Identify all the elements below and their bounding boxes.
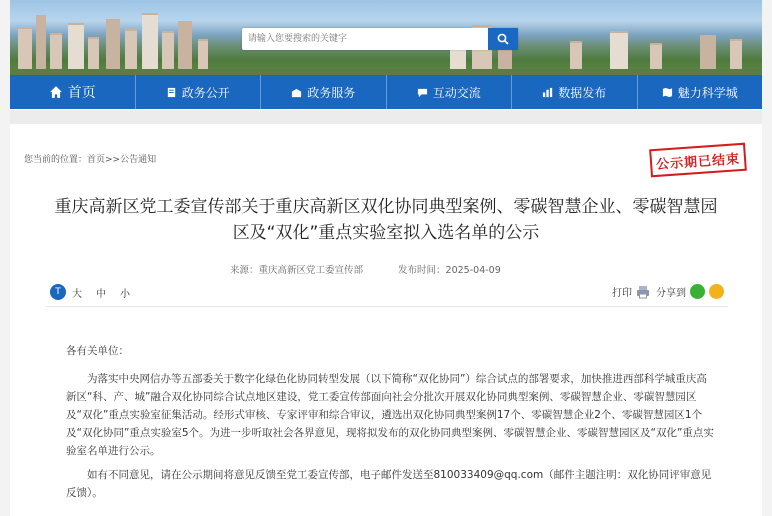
- breadcrumb: 您当前的位置：首页>>公告通知: [24, 155, 157, 165]
- article-paragraph-2: 如有不同意见，请在公示期间将意见反馈至党工委宣传部，电子邮件发送至810033409@qq.com（邮件主题注明：双化协同评审意见反馈）。: [66, 469, 712, 499]
- font-size-small[interactable]: 小: [120, 288, 130, 300]
- article-toolbar: [46, 282, 728, 307]
- nav-item-gov-affairs[interactable]: [136, 75, 262, 109]
- share-controls: [612, 284, 724, 299]
- nav-item-data-release[interactable]: [512, 75, 638, 109]
- search-input[interactable]: [242, 29, 488, 49]
- article-meta: [230, 262, 533, 276]
- print-label[interactable]: 打印: [612, 288, 632, 299]
- article-title: [20, 194, 752, 246]
- building-icon: [291, 87, 302, 98]
- share-label: 分享到: [656, 288, 686, 299]
- nav-label-data-release: 数据发布: [558, 85, 607, 100]
- nav-item-gov-services[interactable]: [261, 75, 387, 109]
- main-nav: [10, 75, 762, 109]
- font-size-icon: T: [50, 284, 66, 300]
- nav-label-science-city: 魅力科学城: [677, 85, 738, 100]
- nav-item-science-city[interactable]: [638, 75, 763, 109]
- article-title-line2: 区及“双化”重点实验室拟入选名单的公示: [232, 223, 540, 243]
- header-banner: [10, 0, 762, 75]
- nav-label-gov-services: 政务服务: [307, 85, 356, 100]
- chat-icon: [417, 87, 428, 98]
- print-icon[interactable]: [636, 285, 650, 299]
- font-size-medium[interactable]: 中: [96, 288, 106, 300]
- font-size-large[interactable]: 大: [72, 288, 82, 300]
- search-icon: [497, 33, 509, 45]
- map-icon: [662, 87, 673, 98]
- home-icon: [49, 85, 63, 99]
- document-icon: [166, 87, 177, 98]
- article-paragraph-1: 为落实中央网信办等五部委关于数字化绿色化协同转型发展（以下简称“双化协同”）综合试点的部署要求，加快推进西部科学城重庆高新区“科、产、城”融合双化协同综合试点地区建设，党工委宣传部面向社会分批次开展双化协同典型案例、零碳智慧企业、零碳智慧园区及“双化”重点实验室征集活动。经形式审核、专家评审和综合审议，遴选出双化协同典型案例17个、零碳智慧企业2个、零碳智慧园区1个及“双化协同”重点实验室5个。为进一步听取社会各界意见，现将拟发布的双化协同典型案例、零碳智慧企业、零碳智慧园区及“双化”重点实验室名单进行公示。: [66, 373, 714, 457]
- wechat-icon[interactable]: [690, 284, 705, 299]
- font-size-controls: [50, 284, 144, 300]
- article-title-line1: 重庆高新区党工委宣传部关于重庆高新区双化协同典型案例、零碳智慧企业、零碳智慧园: [54, 197, 718, 217]
- search-box: [242, 28, 518, 50]
- nav-label-home: 首页: [67, 85, 96, 101]
- nav-label-gov-affairs: 政务公开: [181, 85, 230, 100]
- nav-label-interaction: 互动交流: [432, 85, 481, 100]
- article-greeting: 各有关单位：: [66, 345, 129, 357]
- nav-item-interaction[interactable]: [387, 75, 513, 109]
- search-button[interactable]: [488, 28, 518, 50]
- weibo-icon[interactable]: [709, 284, 724, 299]
- bar-chart-icon: [542, 87, 553, 98]
- expired-stamp: 公示期已结束: [649, 143, 747, 178]
- article-date: 发布时间：2025-04-09: [398, 265, 501, 276]
- page: [10, 0, 762, 516]
- article-body: [66, 342, 714, 508]
- section-divider: [10, 110, 762, 124]
- article-source: 来源：重庆高新区党工委宣传部: [230, 265, 364, 276]
- nav-item-home[interactable]: [10, 75, 136, 109]
